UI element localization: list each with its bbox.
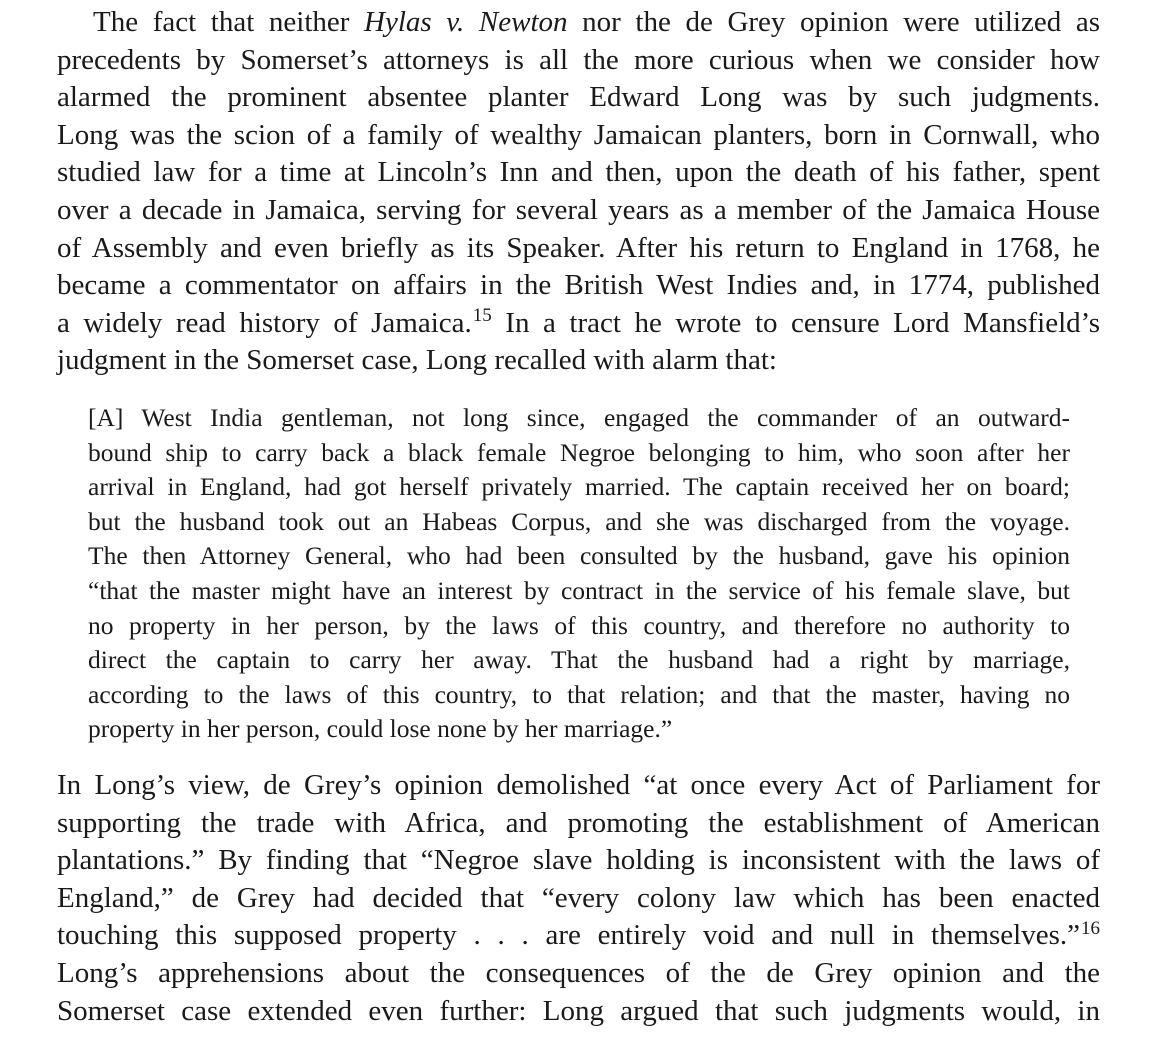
text-line: precedents by Somerset’s attorneys is all the more curious when we consider how bbox=[57, 43, 1100, 76]
text-span: The fact that neither bbox=[93, 6, 365, 38]
quote-line: no property in her person, by the laws of this country, and therefore no authority to bbox=[88, 610, 1070, 640]
text-line: studied law for a time at Lincoln’s Inn and then, upon the death of his father, spent bbox=[57, 156, 1100, 189]
text-line: In Long’s view, de Grey’s opinion demolished “at once every Act of Parliament for bbox=[57, 769, 1100, 801]
quote-line: arrival in England, had got herself privately married. The captain received her on board; bbox=[88, 472, 1070, 502]
case-name-italic: Hylas v. Newton bbox=[364, 6, 568, 38]
text-line: Somerset case extended even further: Long argued that such judgments would, in bbox=[57, 994, 1100, 1027]
paragraph-edward-long bbox=[57, 4, 1100, 380]
text-line: alarmed the prominent absentee planter Edward Long was by such judgments. bbox=[57, 81, 1100, 114]
text-line: became a commentator on affairs in the British West Indies and, in 1774, published bbox=[57, 269, 1100, 302]
quote-line: but the husband took out an Habeas Corpus, and she was discharged from the voyage. bbox=[88, 506, 1070, 536]
quote-line: bound ship to carry back a black female Negroe belonging to him, who soon after her bbox=[88, 437, 1070, 467]
text-line: over a decade in Jamaica, serving for several years as a member of the Jamaica House bbox=[57, 193, 1100, 226]
text-line bbox=[57, 4, 1100, 42]
text-line: plantations.” By finding that “Negroe slave holding is inconsistent with the laws of bbox=[57, 844, 1100, 877]
quote-line: [A] West India gentleman, not long since, engaged the commander of an outward- bbox=[88, 403, 1070, 432]
quote-line: according to the laws of this country, to that relation; and that the master, having no bbox=[88, 679, 1070, 709]
text-line: judgment in the Somerset case, Long recalled with alarm that: bbox=[57, 344, 777, 377]
quote-line: property in her person, could lose none by her marriage.” bbox=[88, 714, 673, 744]
text-span: a widely read history of Jamaica. bbox=[57, 306, 472, 339]
quote-line: “that the master might have an interest by contract in the service of his female slave, but bbox=[88, 575, 1070, 605]
text-line: England,” de Grey had decided that “every colony law which has been enacted bbox=[57, 881, 1100, 914]
text-line: Long was the scion of a family of wealthy Jamaican planters, born in Cornwall, who bbox=[57, 118, 1100, 151]
paragraph-long-view bbox=[57, 767, 1100, 1030]
text-line bbox=[57, 305, 1100, 343]
text-span: In a tract he wrote to censure Lord Mansfield’s bbox=[491, 306, 1100, 339]
block-quote bbox=[88, 401, 1070, 747]
quote-line: direct the captain to carry her away. That the husband had a right by marriage, bbox=[88, 645, 1070, 675]
quote-line: The then Attorney General, who had been consulted by the husband, gave his opinion bbox=[88, 541, 1070, 571]
text-line: supporting the trade with Africa, and promoting the establishment of American bbox=[57, 806, 1100, 839]
text-span: touching this supposed property . . . are entirely void and null in themselves.” bbox=[57, 919, 1080, 952]
text-line bbox=[57, 917, 1100, 955]
text-line: of Assembly and even briefly as its Speaker. After his return to England in 1768, he bbox=[57, 231, 1100, 264]
footnote-marker-15: 15 bbox=[472, 305, 492, 327]
text-line: Long’s apprehensions about the consequences of the de Grey opinion and the bbox=[57, 956, 1100, 989]
footnote-marker-16: 16 bbox=[1081, 917, 1100, 939]
text-span: nor the de Grey opinion were utilized as bbox=[567, 6, 1100, 38]
